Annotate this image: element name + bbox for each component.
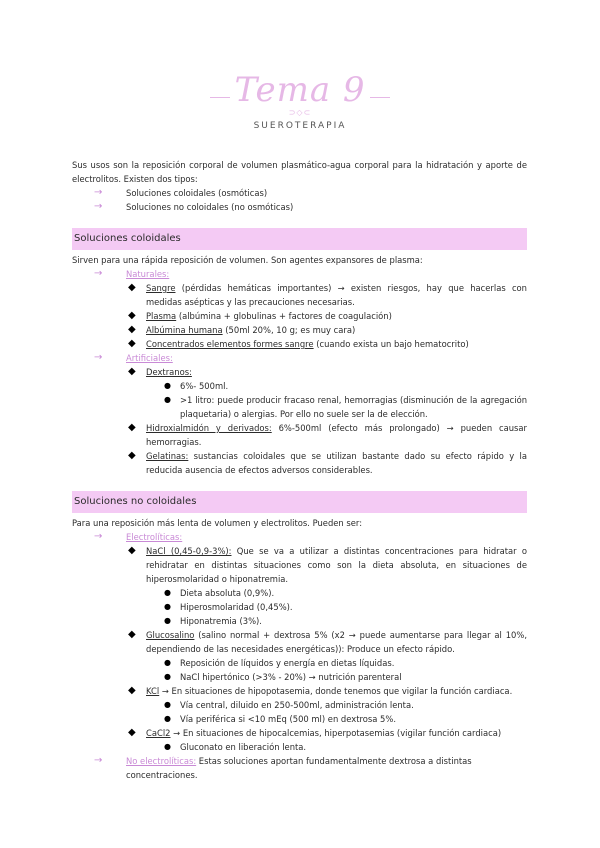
list-item: ◆ Dextranos: <box>128 366 192 377</box>
list-item: ◆ Sangre (pérdidas hemáticas importantes) → existen riesgos, hay que hacerlas con medidas asépticas y las precauciones necesarias. <box>128 282 527 307</box>
page-subtitle: SUEROTERAPIA <box>253 121 347 131</box>
diamond-bullet-icon: ◆ <box>128 629 136 640</box>
title-rule-right <box>370 97 390 98</box>
document-body <box>72 158 527 782</box>
bullet-item: ● Vía central, diluido en 250-500ml, administración lenta. <box>164 700 414 710</box>
diamond-bullet-icon: ◆ <box>128 338 136 349</box>
diamond-bullet-icon: ◆ <box>128 282 136 293</box>
subsection-artificiales: → Artificiales: <box>94 352 173 363</box>
intro-paragraph: Sus usos son la reposición corporal de volumen plasmático-agua corporal para la hidratación y aporte de electrolitos. Existen dos tipos: <box>72 160 527 184</box>
diamond-bullet-icon: ◆ <box>128 310 136 321</box>
dot-bullet-icon: ● <box>164 742 171 751</box>
bullet-item: ● 6%- 500ml. <box>164 381 229 391</box>
diamond-bullet-icon: ◆ <box>128 727 136 738</box>
dot-bullet-icon: ● <box>164 602 171 611</box>
nocoloidales-intro: Para una reposición más lenta de volumen y electrolitos. Pueden ser: <box>72 518 363 528</box>
dot-bullet-icon: ● <box>164 714 171 723</box>
page-header <box>0 70 600 131</box>
dot-bullet-icon: ● <box>164 395 171 404</box>
bullet-item: ● >1 litro: puede producir fracaso renal, hemorragias (disminución de la agregación plaquetaria) o alergias. Por ello no suele ser la de elección. <box>164 395 527 419</box>
arrow-icon: → <box>94 755 103 766</box>
diamond-bullet-icon: ◆ <box>128 422 136 433</box>
type-item: → Soluciones no coloidales (no osmóticas) <box>94 201 294 212</box>
list-item: ◆ KCl → En situaciones de hipopotasemia, donde tenemos que vigilar la función cardiaca. <box>128 685 513 696</box>
bullet-item: ● Reposición de líquidos y energía en dietas líquidas. <box>164 658 395 668</box>
diamond-bullet-icon: ◆ <box>128 324 136 335</box>
list-item: ◆ CaCl2 → En situaciones de hipocalcemias, hiperpotasemias (vigilar función cardiaca) <box>128 727 502 738</box>
dot-bullet-icon: ● <box>164 381 171 390</box>
list-item: ◆ Albúmina humana (50ml 20%, 10 g; es muy cara) <box>128 324 356 335</box>
list-item: ◆ Gelatinas: sustancias coloidales que se utilizan bastante dado su efecto rápido y la reducida ausencia de efectos adversos considerables. <box>128 450 527 475</box>
subsection-electroliticas: → Electrolíticas: <box>94 531 183 542</box>
diamond-bullet-icon: ◆ <box>128 366 136 377</box>
bullet-item: ● Gluconato en liberación lenta. <box>164 742 307 752</box>
arrow-icon: → <box>94 268 103 279</box>
dot-bullet-icon: ● <box>164 700 171 709</box>
dot-bullet-icon: ● <box>164 588 171 597</box>
bullet-item: ● Hiponatremia (3%). <box>164 616 262 626</box>
subsection-noelectroliticas: → No electrolíticas: Estas soluciones aportan fundamentalmente dextrosa a distintas concentraciones. <box>94 755 472 780</box>
list-item: ◆ Plasma (albúmina + globulinas + factores de coagulación) <box>128 310 392 321</box>
bullet-item: ● Hiperosmolaridad (0,45%). <box>164 602 293 612</box>
dot-bullet-icon: ● <box>164 672 171 681</box>
diamond-bullet-icon: ◆ <box>128 450 136 461</box>
bullet-item: ● Vía periférica si <10 mEq (500 ml) en dextrosa 5%. <box>164 714 396 724</box>
arrow-icon: → <box>94 201 103 212</box>
list-item: ◆ Hidroxialmidón y derivados: 6%-500ml (efecto más prolongado) → pueden causar hemorragias. <box>128 422 527 447</box>
diamond-bullet-icon: ◆ <box>128 545 136 556</box>
section-heading-nocoloidales: Soluciones no coloidales <box>72 491 527 513</box>
page-title: Tema 9 <box>234 70 366 110</box>
dot-bullet-icon: ● <box>164 616 171 625</box>
subsection-naturales: → Naturales: <box>94 268 170 279</box>
title-ornament: ⊃◇⊂ <box>288 108 312 117</box>
arrow-icon: → <box>94 187 103 198</box>
type-item: → Soluciones coloidales (osmóticas) <box>94 187 268 198</box>
bullet-item: ● Dieta absoluta (0,9%). <box>164 588 275 598</box>
diamond-bullet-icon: ◆ <box>128 685 136 696</box>
dot-bullet-icon: ● <box>164 658 171 667</box>
list-item: ◆ Concentrados elementos formes sangre (cuando exista un bajo hematocrito) <box>128 338 469 349</box>
arrow-icon: → <box>94 531 103 542</box>
list-item: ◆ NaCl (0,45-0,9-3%): Que se va a utilizar a distintas concentraciones para hidratar o rehidratar en distintas situaciones como son la dieta absoluta, en situaciones de hiperosmolaridad o hiponatremia. <box>128 545 528 584</box>
bullet-item: ● NaCl hipertónico (>3% - 20%) → nutrición parenteral <box>164 672 402 682</box>
arrow-icon: → <box>94 352 103 363</box>
section-heading-coloidales: Soluciones coloidales <box>72 228 527 250</box>
coloidales-intro: Sirven para una rápida reposición de volumen. Son agentes expansores de plasma: <box>72 255 423 265</box>
list-item: ◆ Glucosalino (salino normal + dextrosa 5% (x2 → puede aumentarse para llegar al 10%, dependiendo de las necesidades energéticas)): Produce un efecto rápido. <box>128 629 527 654</box>
